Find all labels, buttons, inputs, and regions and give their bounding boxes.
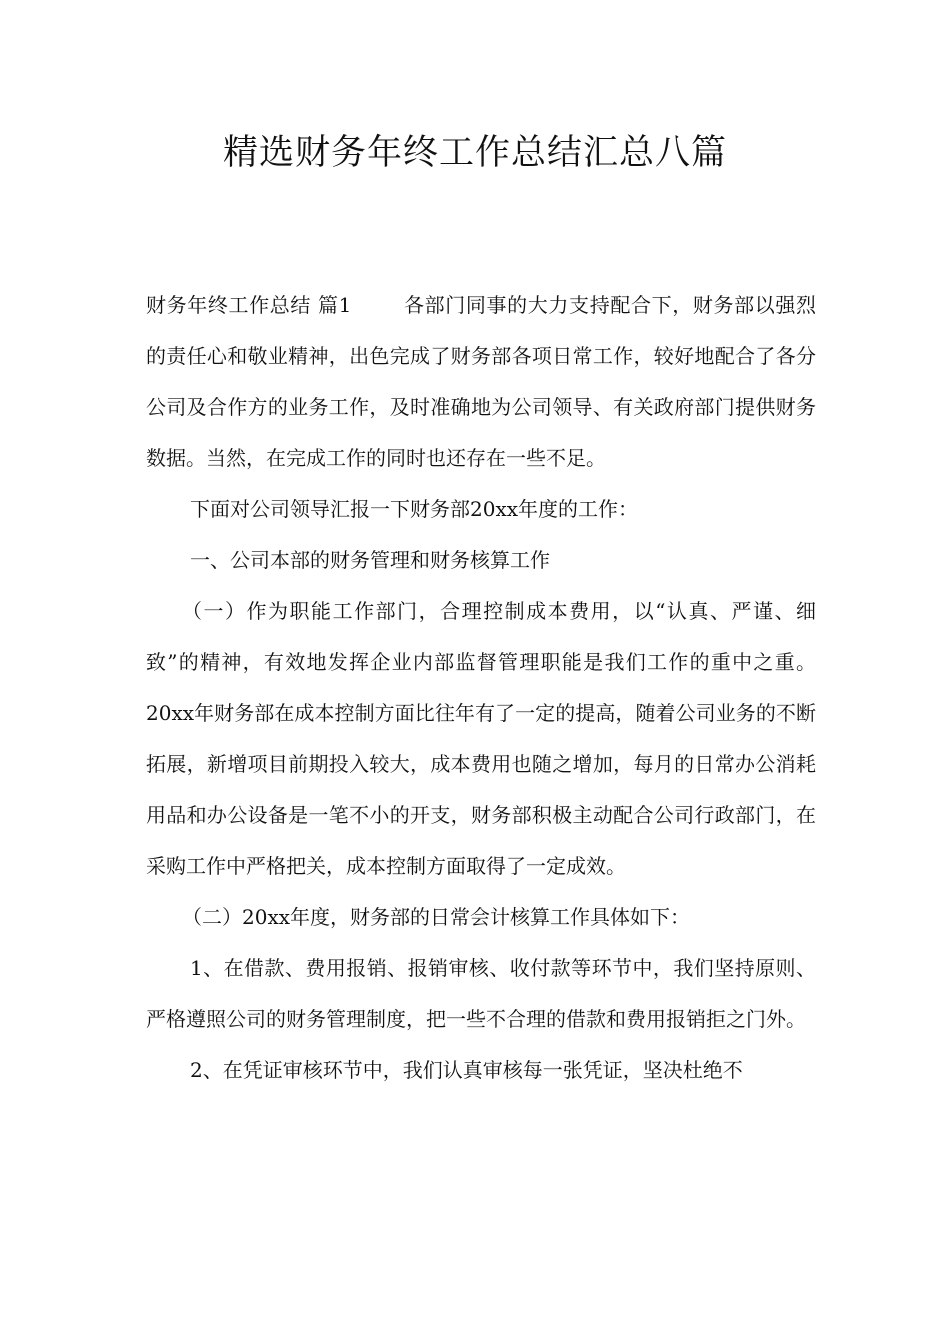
- paragraph-5: （二）20xx年度，财务部的日常会计核算工作具体如下：: [182, 905, 691, 929]
- document-title: 精选财务年终工作总结汇总八篇: [222, 133, 727, 173]
- document-body: [146, 280, 816, 1096]
- paragraph-6: 1、在借款、费用报销、报销审核、收付款等环节中，我们坚持原则、严格遵照公司的财务管理制度，把一些不合理的借款和费用报销拒之门外。: [146, 956, 816, 1031]
- paragraph-1-text: 各部门同事的大力支持配合下，财务部以强烈的责任心和敬业精神，出色完成了财务部各项日常工作，较好地配合了各分公司及合作方的业务工作，及时准确地为公司领导、有关政府部门提供财务数据。当然，在完成工作的同时也还存在一些不足。: [146, 293, 816, 470]
- section-label: 财务年终工作总结 篇1: [146, 293, 352, 317]
- paragraph-4: （一）作为职能工作部门，合理控制成本费用，以“认真、严谨、细致”的精神，有效地发挥企业内部监督管理职能是我们工作的重中之重。20xx年财务部在成本控制方面比往年有了一定的提高，随着公司业务的不断拓展，新增项目前期投入较大，成本费用也随之增加，每月的日常办公消耗用品和办公设备是一笔不小的开支，财务部积极主动配合公司行政部门，在采购工作中严格把关，成本控制方面取得了一定成效。: [146, 599, 816, 878]
- paragraph-7: 2、在凭证审核环节中，我们认真审核每一张凭证，坚决杜绝不: [190, 1058, 743, 1082]
- paragraph-3: 一、公司本部的财务管理和财务核算工作: [190, 548, 550, 572]
- paragraph-1: [146, 280, 816, 484]
- paragraph-2: 下面对公司领导汇报一下财务部20xx年度的工作：: [190, 497, 639, 521]
